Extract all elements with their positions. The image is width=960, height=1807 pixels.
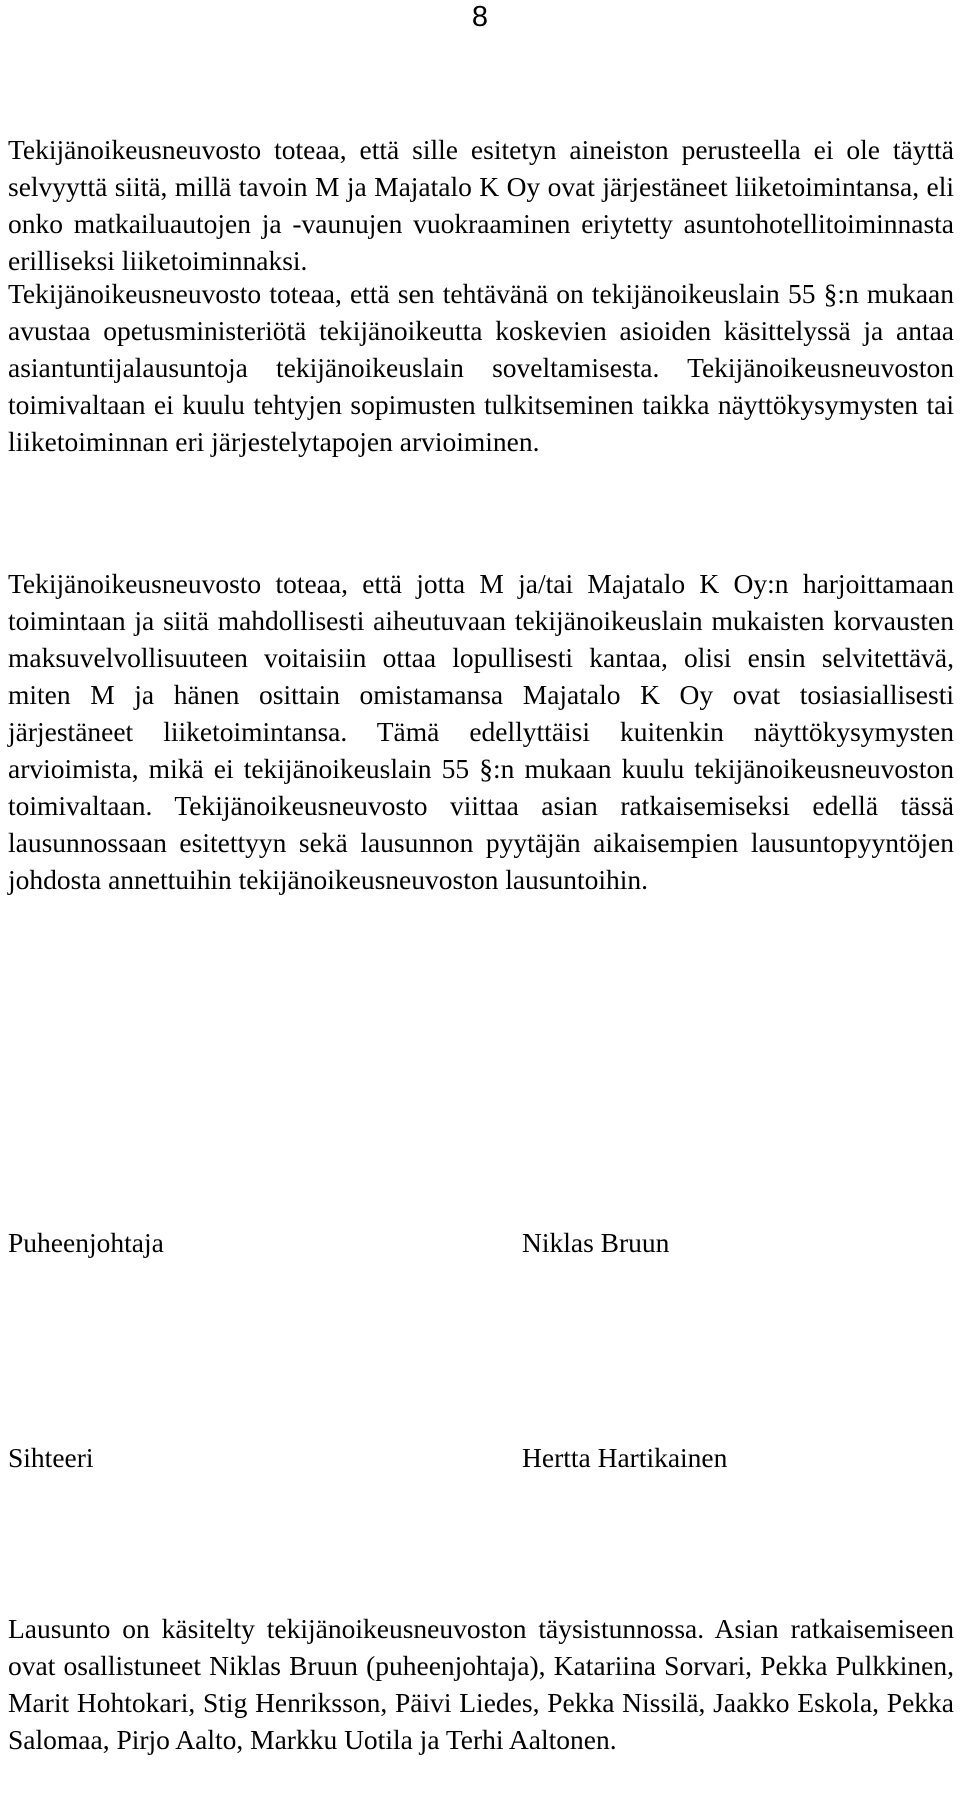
paragraph-competence: Tekijänoikeusneuvosto toteaa, että sen tehtävänä on tekijänoikeuslain 55 §:n mukaan avustaa opetusministeriötä tekijänoikeutta koskevien asioiden käsittelyssä ja antaa asiantuntijalausuntoja tekijänoikeuslain soveltamisesta. Tekijänoikeusneuvoston toimivaltaan ei kuulu tehtyjen sopimusten tulkitseminen taikka näyttökysymysten tai liiketoiminnan eri järjestelytapojen arvioiminen.: [8, 278, 954, 457]
signature-role-chair: Puheenjohtaja: [8, 1227, 164, 1258]
signature-role-secretary: Sihteeri: [8, 1442, 94, 1473]
page-number: 8: [471, 1, 489, 33]
paragraph-participants: Lausunto on käsitelty tekijänoikeusneuvoston täysistunnossa. Asian ratkaisemiseen ovat osallistuneet Niklas Bruun (puheenjohtaja), Katariina Sorvari, Pekka Pulkkinen, Marit Hohtokari, Stig Henriksson, Päivi Liedes, Pekka Nissilä, Jaakko Eskola, Pekka Salomaa, Pirjo Aalto, Markku Uotila ja Terhi Aaltonen.: [8, 1613, 954, 1755]
signature-name-secretary: Hertta Hartikainen: [522, 1442, 728, 1473]
paragraph-findings: Tekijänoikeusneuvosto toteaa, että sille esitetyn aineiston perusteella ei ole täyttä selvyyttä siitä, millä tavoin M ja Majatalo K Oy ovat järjestäneet liiketoimintansa, eli onko matkailuautojen ja -vaunujen vuokraaminen eriytetty asuntohotellitoiminnasta erilliseksi liiketoiminnaksi.: [8, 134, 954, 276]
signature-name-chair: Niklas Bruun: [522, 1227, 670, 1258]
paragraph-conclusion: Tekijänoikeusneuvosto toteaa, että jotta M ja/tai Majatalo K Oy:n harjoittamaan toimintaan ja siitä mahdollisesti aiheutuvaan tekijänoikeuslain mukaisten korvausten maksuvelvollisuuteen voitaisiin ottaa lopullisesti kantaa, olisi ensin selvitettävä, miten M ja hänen osittain omistamansa Majatalo K Oy ovat tosiasiallisesti järjestäneet liiketoimintansa. Tämä edellyttäisi kuitenkin näyttökysymysten arvioimista, mikä ei tekijänoikeuslain 55 §:n mukaan kuulu tekijänoikeusneuvoston toimivaltaan. Tekijänoikeusneuvosto viittaa asian ratkaisemiseksi edellä tässä lausunnossaan esitettyyn sekä lausunnon pyytäjän aikaisempien lausuntopyyntöjen johdosta annettuihin tekijänoikeusneuvoston lausuntoihin.: [8, 568, 954, 895]
